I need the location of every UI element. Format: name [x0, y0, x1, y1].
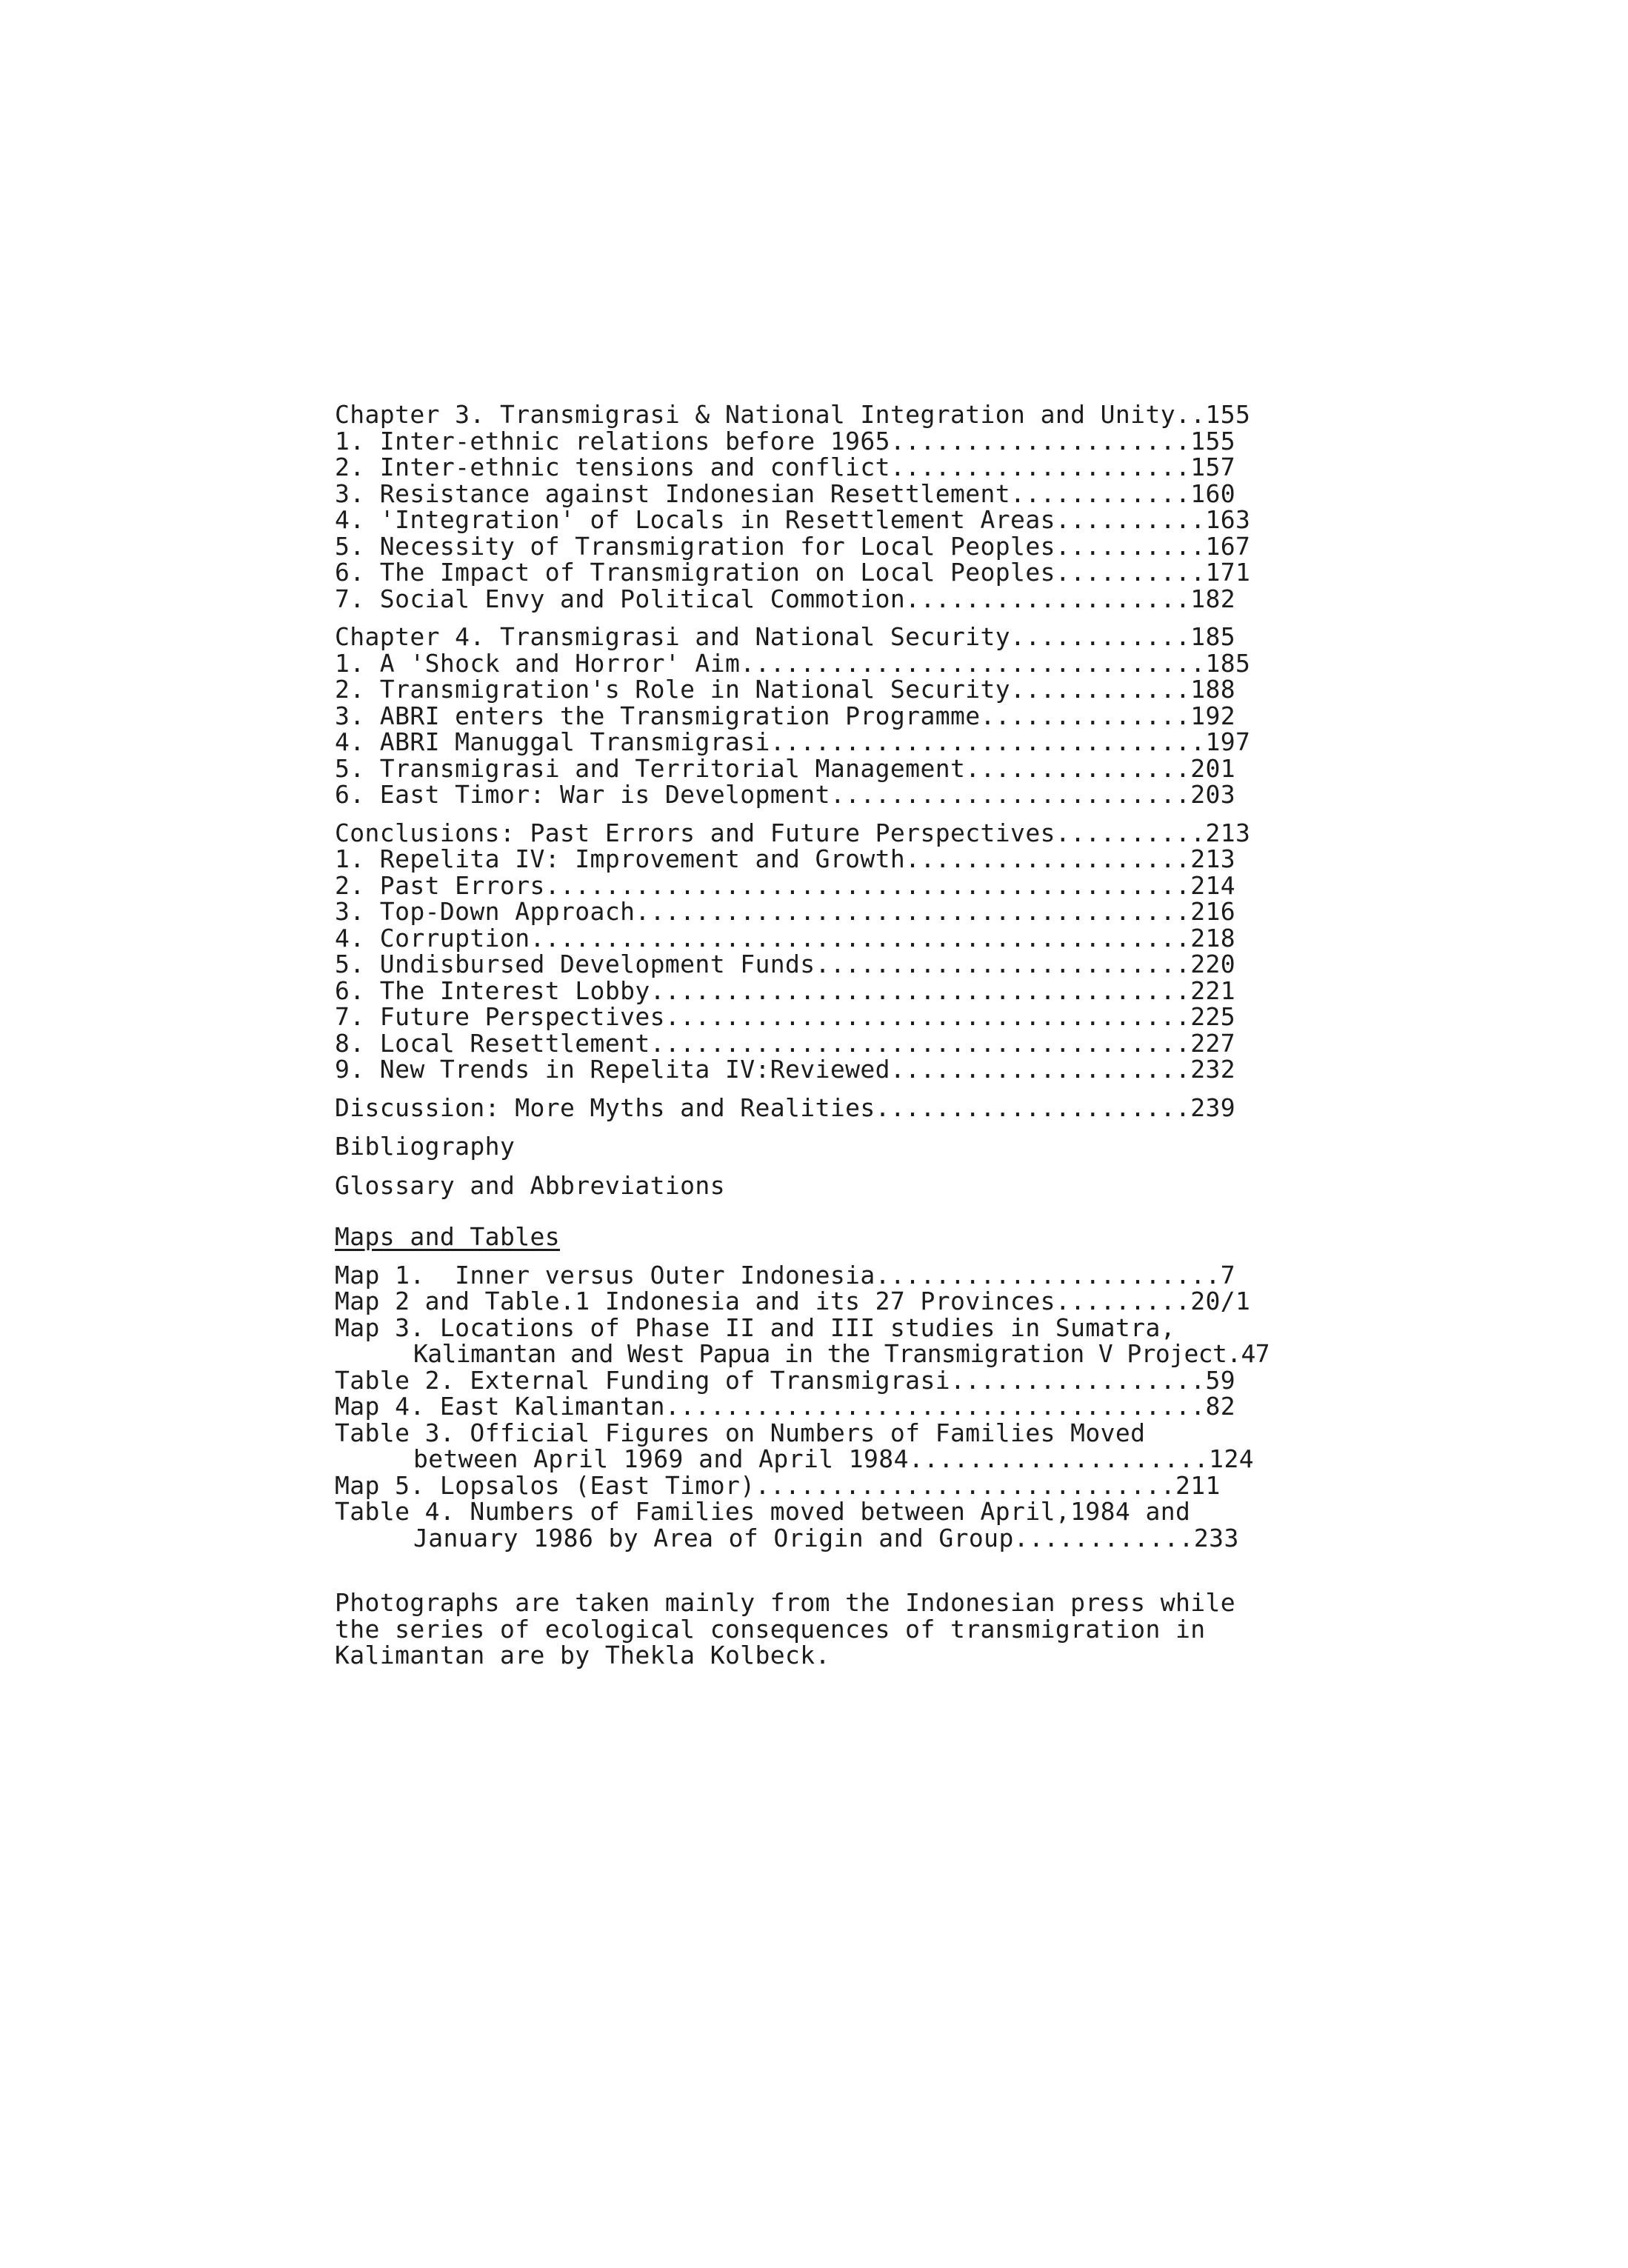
- toc-entry: 8. Local Resettlement....................................227: [335, 1028, 1236, 1058]
- maps-tables-list: [335, 1262, 1268, 1552]
- conclusions-title: Conclusions: Past Errors and Future Perspectives..........213: [335, 818, 1251, 847]
- bibliography-entry: Bibliography: [335, 1132, 516, 1161]
- note-line: the series of ecological consequences of transmigration in: [335, 1614, 1206, 1644]
- toc-entry: 6. East Timor: War is Development........................203: [335, 780, 1236, 809]
- toc-entry: 4. 'Integration' of Locals in Resettlement Areas..........163: [335, 505, 1251, 534]
- map-table-entry: Map 2 and Table.1 Indonesia and its 27 Provinces.........20/1: [335, 1287, 1251, 1315]
- chapter-4-title: Chapter 4. Transmigrasi and National Security............185: [335, 622, 1236, 651]
- note-line: Kalimantan are by Thekla Kolbeck.: [335, 1641, 830, 1670]
- toc-entry: 9. New Trends in Repelita IV:Reviewed....................232: [335, 1055, 1236, 1084]
- map-table-entry: Map 1. Inner versus Outer Indonesia.......................7: [335, 1260, 1236, 1290]
- map-table-entry: Table 2. External Funding of Transmigrasi.................59: [335, 1365, 1236, 1395]
- toc-entry: 6. The Interest Lobby....................................221: [335, 975, 1236, 1005]
- toc-entry: 7. Social Envy and Political Commotion...................182: [335, 584, 1236, 613]
- toc-entry: 7. Future Perspectives...................................225: [335, 1002, 1236, 1031]
- toc-entry: 3. Top-Down Approach.....................................216: [335, 897, 1236, 926]
- toc-entry: 1. Inter-ethnic relations before 1965....................155: [335, 426, 1236, 456]
- toc-entry: 2. Inter-ethnic tensions and conflict....................157: [335, 453, 1236, 481]
- map-table-entry-continued: Kalimantan and West Papua in the Transmigration V Project.47: [413, 1339, 1270, 1368]
- toc-entry: 2. Past Errors...........................................214: [335, 870, 1236, 900]
- note-line: Photographs are taken mainly from the Indonesian press while: [335, 1588, 1236, 1617]
- toc-entry: 3. ABRI enters the Transmigration Programme..............192: [335, 701, 1236, 730]
- chapter-3-section: [335, 401, 1268, 612]
- map-table-entry: Table 3. Official Figures on Numbers of Families Moved: [335, 1418, 1146, 1447]
- maps-tables-heading: Maps and Tables: [335, 1222, 561, 1251]
- toc-entry: 4. ABRI Manuggal Transmigrasi.............................197: [335, 727, 1251, 756]
- toc-entry: 4. Corruption............................................218: [335, 923, 1236, 953]
- map-table-entry-continued: between April 1969 and April 1984....................124: [413, 1444, 1254, 1473]
- toc-entry: 5. Undisbursed Development Funds.........................220: [335, 950, 1236, 978]
- chapter-3-title: Chapter 3. Transmigrasi & National Integration and Unity..155: [335, 400, 1251, 429]
- table-of-contents: [335, 401, 1268, 1669]
- map-table-entry: Map 5. Lopsalos (East Timor)............................211: [335, 1470, 1221, 1500]
- glossary-entry: Glossary and Abbreviations: [335, 1170, 725, 1200]
- toc-entry: 1. Repelita IV: Improvement and Growth...................213: [335, 844, 1236, 873]
- map-table-entry-continued: January 1986 by Area of Origin and Group............233: [413, 1523, 1239, 1552]
- map-table-entry: Table 4. Numbers of Families moved between April,1984 and: [335, 1497, 1191, 1526]
- toc-entry: 3. Resistance against Indonesian Resettlement............160: [335, 478, 1236, 508]
- toc-entry: 1. A 'Shock and Horror' Aim...............................185: [335, 648, 1251, 678]
- map-table-entry: Map 4. East Kalimantan....................................82: [335, 1392, 1236, 1421]
- toc-entry: 5. Necessity of Transmigration for Local Peoples..........167: [335, 531, 1251, 561]
- chapter-4-section: [335, 624, 1268, 808]
- photo-credit-note: [335, 1590, 1268, 1669]
- discussion-entry: Discussion: More Myths and Realities.....................239: [335, 1093, 1236, 1122]
- toc-entry: 5. Transmigrasi and Territorial Management...............201: [335, 753, 1236, 783]
- conclusions-section: [335, 820, 1268, 1083]
- map-table-entry: Map 3. Locations of Phase II and III studies in Sumatra,: [335, 1313, 1175, 1342]
- toc-entry: 2. Transmigration's Role in National Security............188: [335, 675, 1236, 704]
- toc-entry: 6. The Impact of Transmigration on Local Peoples..........171: [335, 558, 1251, 587]
